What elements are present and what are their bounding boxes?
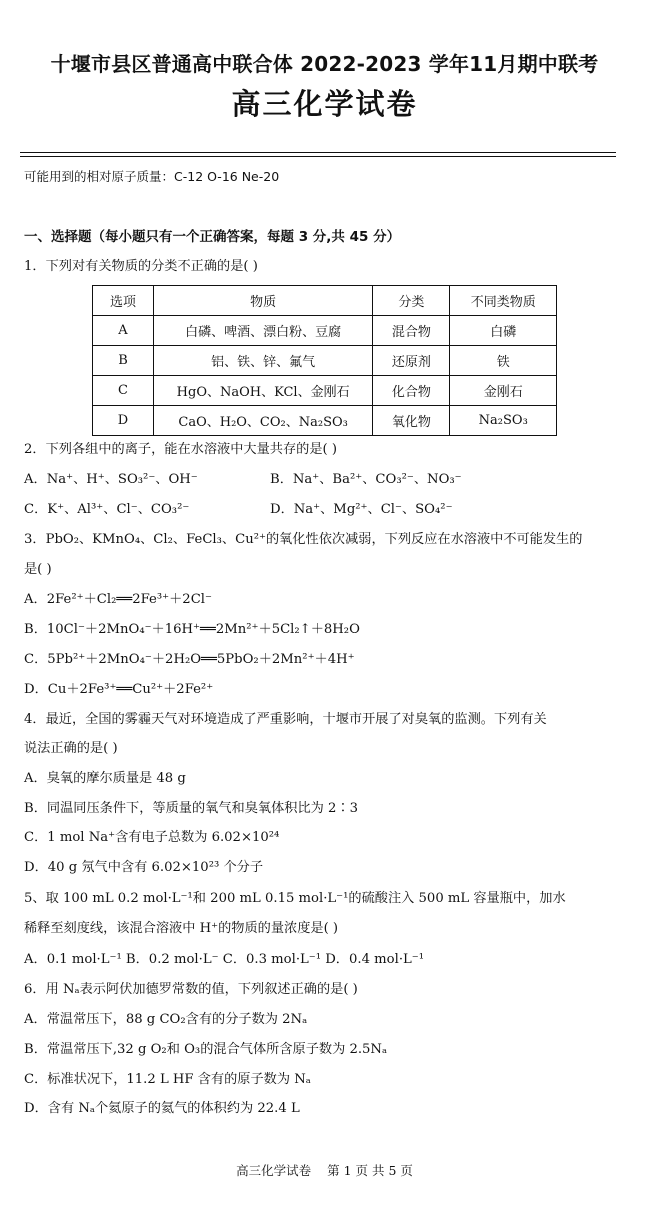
page-footer [0,1161,649,1179]
q4-option-b: B．同温同压条件下，等质量的氧气和臭氧体积比为 2∶3 [24,801,358,816]
q5-options: A．0.1 mol·L⁻¹ B．0.2 mol·L⁻ C．0.3 mol·L⁻¹ D．0.4 mol·L⁻¹ [24,952,425,967]
q3-option-a: A．2Fe²⁺＋Cl₂══2Fe³⁺＋2Cl⁻ [24,592,212,607]
q2-option-c: C．K⁺、Al³⁺、Cl⁻、CO₃²⁻ [24,502,190,517]
q3-stem-cont: 是( ) [24,562,52,577]
q4-option-d: D．40 g 氖气中含有 6.02×10²³ 个分子 [24,860,264,875]
table-cell: 金刚石 [450,376,557,406]
table-cell: HgO、NaOH、KCl、金刚石 [153,376,372,406]
classification-table [92,285,557,436]
q2-stem: 2．下列各组中的离子，能在水溶液中大量共存的是( ) [24,442,337,457]
q3-option-c: C．5Pb²⁺＋2MnO₄⁻＋2H₂O══5PbO₂＋2Mn²⁺＋4H⁺ [24,652,355,667]
table-cell: B [93,346,154,376]
table-cell: D [93,406,154,436]
q5-stem: 5、取 100 mL 0.2 mol·L⁻¹和 200 mL 0.15 mol·L⁻¹的硫酸注入 500 mL 容量瓶中，加水 [24,891,566,906]
table-header-cell: 不同类物质 [450,286,557,316]
q4-option-a: A．臭氧的摩尔质量是 48 g [24,771,186,786]
table-cell: 氧化物 [373,406,450,436]
q2-option-b: B．Na⁺、Ba²⁺、CO₃²⁻、NO₃⁻ [270,472,462,487]
table-row [93,346,557,376]
q6-option-d: D．含有 Nₐ个氦原子的氦气的体积约为 22.4 L [24,1101,300,1116]
q3-stem: 3．PbO₂、KMnO₄、Cl₂、FeCl₃、Cu²⁺的氧化性依次减弱，下列反应在水溶液中不可能发生的 [24,532,583,547]
table-cell: A [93,316,154,346]
table-cell: 白磷 [450,316,557,346]
table-cell: 还原剂 [373,346,450,376]
table-cell: C [93,376,154,406]
exam-title: 十堰市县区普通高中联合体 2022-2023 学年11月期中联考 [50,52,599,76]
q4-option-c: C．1 mol Na⁺含有电子总数为 6.02×10²⁴ [24,830,280,845]
table-cell: 混合物 [373,316,450,346]
table-cell: 铁 [450,346,557,376]
q6-option-b: B．常温常压下,32 g O₂和 O₃的混合气体所含原子数为 2.5Nₐ [24,1042,388,1057]
q6-option-c: C．标准状况下，11.2 L HF 含有的原子数为 Nₐ [24,1072,311,1087]
q6-option-a: A．常温常压下，88 g CO₂含有的分子数为 2Nₐ [24,1012,308,1027]
table-header-row [93,286,557,316]
atomic-masses: 可能用到的相对原子质量：C-12 O-16 Ne-20 [24,169,280,184]
table-header-cell: 分类 [373,286,450,316]
table-cell: Na₂SO₃ [450,406,557,436]
table-header-cell: 物质 [153,286,372,316]
table-cell: 化合物 [373,376,450,406]
q6-stem: 6．用 Nₐ表示阿伏加德罗常数的值，下列叙述正确的是( ) [24,982,358,997]
q3-option-d: D．Cu＋2Fe³⁺══Cu²⁺＋2Fe²⁺ [24,682,214,697]
table-cell: CaO、H₂O、CO₂、Na₂SO₃ [153,406,372,436]
q5-stem-cont: 稀释至刻度线，该混合溶液中 H⁺的物质的量浓度是( ) [24,921,339,936]
q4-stem-cont: 说法正确的是( ) [24,741,118,756]
table-row [93,376,557,406]
footer-exam-name: 高三化学试卷 [236,1163,312,1178]
q2-option-a: A．Na⁺、H⁺、SO₃²⁻、OH⁻ [24,472,198,487]
q3-option-b: B．10Cl⁻＋2MnO₄⁻＋16H⁺══2Mn²⁺＋5Cl₂↑＋8H₂O [24,622,360,637]
table-row [93,406,557,436]
table-header-cell: 选项 [93,286,154,316]
q4-stem: 4．最近，全国的雾霾天气对环境造成了严重影响，十堰市开展了对臭氧的监测。下列有关 [24,712,547,727]
section-heading: 一、选择题（每小题只有一个正确答案，每题 3 分,共 45 分） [24,229,401,245]
table-row [93,316,557,346]
table-cell: 白磷、啤酒、漂白粉、豆腐 [153,316,372,346]
footer-page-number: 第 1 页 共 5 页 [327,1163,413,1178]
header-rule-bottom [20,156,616,157]
header-rule-top [20,152,616,153]
subject-title: 高三化学试卷 [231,87,418,121]
q2-option-d: D．Na⁺、Mg²⁺、Cl⁻、SO₄²⁻ [270,502,453,517]
table-cell: 铝、铁、锌、氟气 [153,346,372,376]
q1-stem: 1．下列对有关物质的分类不正确的是( ) [24,259,258,274]
